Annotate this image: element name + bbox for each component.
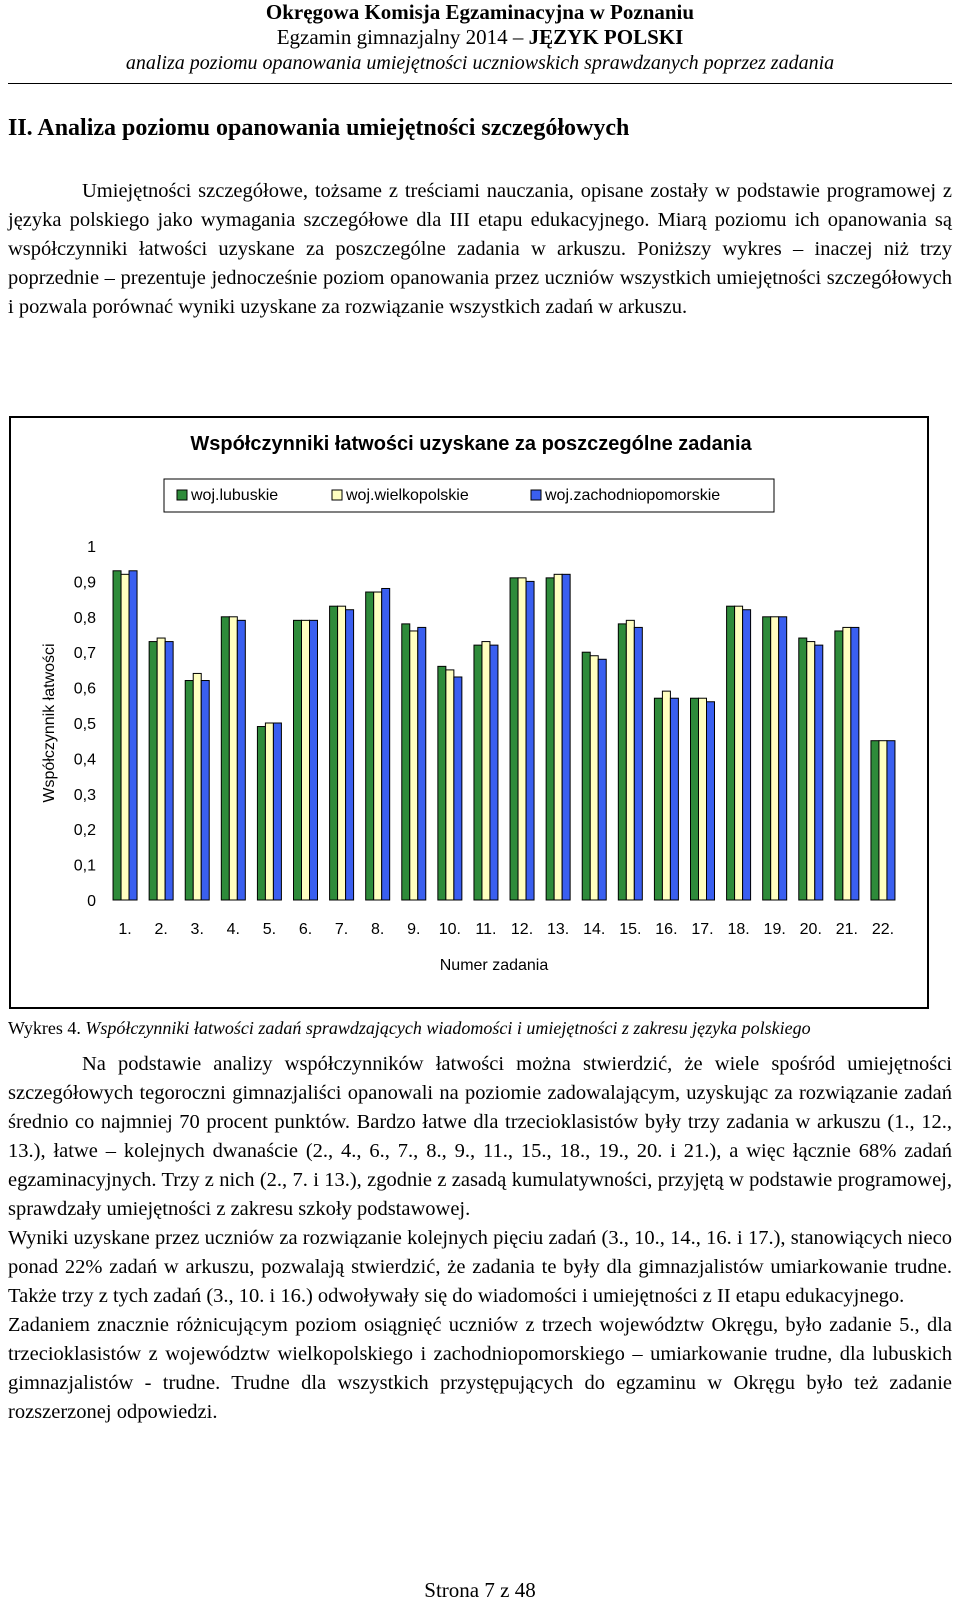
bar bbox=[338, 606, 346, 900]
bar bbox=[887, 741, 895, 900]
bar bbox=[727, 606, 735, 900]
bar bbox=[165, 642, 173, 900]
intro-text: Umiejętności szczegółowe, tożsame z treściami nauczania, opisane zostały w podstawie programowej z języka polskiego jako wymagania szczegółowe dla III etapu edukacyjnego. Miarą poziomu ich opanowania są współczynniki łatwości uzyskane za poszczególne zadania w arkuszu. Poniższy wykres – inaczej niż trzy poprzednie – prezentuje jednocześnie poziom opanowania przez uczniów wszystkich umiejętności szczegółowych i pozwala porównać wyniki uzyskane za rozwiązanie wszystkich zadań w arkuszu. bbox=[8, 180, 952, 318]
y-tick-label: 1 bbox=[87, 539, 96, 556]
x-tick-label: 19. bbox=[763, 921, 786, 938]
bar bbox=[763, 617, 771, 900]
bar bbox=[843, 627, 851, 900]
x-tick-label: 11. bbox=[475, 921, 497, 938]
section-title: II. Analiza poziomu opanowania umiejętności szczegółowych bbox=[8, 115, 630, 141]
bar bbox=[438, 666, 446, 900]
bar-chart bbox=[11, 418, 931, 1011]
x-tick-label: 21. bbox=[835, 921, 858, 938]
bar bbox=[221, 617, 229, 900]
bar bbox=[582, 652, 590, 900]
bar bbox=[482, 642, 490, 900]
analysis-paragraph-3: Zadaniem znacznie różnicującym poziom osiągnięć uczniów z trzech województw Okręgu, było zadanie 5., dla trzecioklasistów z województw wielkopolskiego i zachodniopomorskiego – umiarkowanie trudne, dla lubuskich gimnazjalistów - trudne. Trudne dla wszystkich przystępujących do egzaminu w Okręgu było też zadanie rozszerzonej odpowiedzi. bbox=[8, 1314, 952, 1423]
bar bbox=[510, 578, 518, 900]
intro-paragraph bbox=[8, 177, 952, 322]
bar bbox=[590, 656, 598, 900]
x-tick-label: 10. bbox=[438, 921, 461, 938]
x-tick-label: 16. bbox=[655, 921, 678, 938]
header-exam-prefix: Egzamin gimnazjalny 2014 – bbox=[276, 25, 529, 49]
x-tick-label: 13. bbox=[547, 921, 570, 938]
bar bbox=[598, 659, 606, 900]
header-divider bbox=[8, 83, 952, 84]
bar bbox=[257, 727, 265, 900]
bar bbox=[670, 698, 678, 900]
y-tick-label: 0 bbox=[87, 893, 96, 910]
bar bbox=[302, 620, 310, 900]
bar bbox=[526, 581, 534, 900]
bar bbox=[735, 606, 743, 900]
page-header bbox=[0, 0, 960, 76]
x-tick-label: 2. bbox=[154, 921, 168, 938]
bar bbox=[699, 698, 707, 900]
y-tick-label: 0,5 bbox=[73, 716, 96, 733]
bar bbox=[743, 610, 751, 900]
bar bbox=[626, 620, 634, 900]
y-tick-label: 0,2 bbox=[73, 822, 96, 840]
bar bbox=[121, 574, 129, 900]
bar bbox=[366, 592, 374, 900]
legend-label: woj.zachodniopomorskie bbox=[545, 487, 721, 504]
bar bbox=[129, 571, 137, 900]
legend-swatch bbox=[177, 490, 187, 500]
bar bbox=[237, 620, 245, 900]
header-institution: Okręgowa Komisja Egzaminacyjna w Poznaniu bbox=[265, 0, 695, 24]
bar bbox=[346, 610, 354, 900]
header-exam bbox=[0, 25, 960, 50]
bar bbox=[618, 624, 626, 900]
bar bbox=[815, 645, 823, 900]
bar bbox=[201, 681, 209, 900]
header-subtitle: analiza poziomu opanowania umiejętności uczniowskich sprawdzanych poprzez zadania bbox=[125, 52, 835, 74]
y-tick-label: 0,8 bbox=[73, 609, 96, 627]
bar bbox=[310, 620, 318, 900]
bar bbox=[562, 574, 570, 900]
x-tick-label: 22. bbox=[871, 921, 895, 938]
caption-text: Współczynniki łatwości zadań sprawdzających wiadomości i umiejętności z zakresu języka polskiego bbox=[85, 1018, 811, 1038]
x-tick-label: 20. bbox=[799, 921, 822, 938]
bar bbox=[229, 617, 237, 900]
bar bbox=[554, 574, 562, 900]
bar bbox=[330, 606, 338, 900]
x-tick-label: 12. bbox=[510, 921, 534, 938]
bar bbox=[691, 698, 699, 900]
y-tick-label: 0,9 bbox=[73, 574, 96, 592]
x-tick-label: 5. bbox=[262, 921, 277, 938]
caption-prefix: Wykres 4. bbox=[8, 1018, 86, 1038]
x-tick-label: 15. bbox=[619, 921, 642, 938]
bar bbox=[654, 698, 662, 900]
legend-swatch bbox=[531, 490, 541, 500]
bar bbox=[410, 631, 418, 900]
bar bbox=[518, 578, 526, 900]
bar bbox=[374, 592, 382, 900]
bar bbox=[490, 645, 498, 900]
x-tick-label: 8. bbox=[371, 921, 385, 938]
y-axis-label: Współczynnik łatwości bbox=[41, 643, 58, 803]
x-axis-label: Numer zadania bbox=[439, 957, 549, 974]
x-tick-label: 6. bbox=[298, 921, 313, 938]
x-tick-label: 9. bbox=[407, 921, 421, 938]
bar bbox=[402, 624, 410, 900]
bar bbox=[294, 620, 302, 900]
bar bbox=[546, 578, 554, 900]
x-tick-label: 17. bbox=[691, 921, 714, 938]
bar bbox=[474, 645, 482, 900]
page-number: Strona 7 z 48 bbox=[424, 1578, 536, 1602]
y-tick-label: 0,3 bbox=[73, 786, 96, 804]
bar bbox=[446, 670, 454, 900]
bar bbox=[662, 691, 670, 900]
bar bbox=[851, 627, 859, 900]
bar bbox=[871, 741, 879, 900]
bar bbox=[707, 702, 715, 900]
legend-label: woj.wielkopolskie bbox=[346, 487, 469, 504]
bar bbox=[779, 617, 787, 900]
x-tick-label: 18. bbox=[727, 921, 750, 938]
bar bbox=[835, 631, 843, 900]
bar bbox=[771, 617, 779, 900]
bar bbox=[799, 638, 807, 900]
x-tick-label: 3. bbox=[190, 921, 204, 938]
y-tick-label: 0,1 bbox=[73, 857, 96, 875]
bar bbox=[265, 723, 273, 900]
bar bbox=[634, 627, 642, 900]
legend-label: woj.lubuskie bbox=[191, 487, 279, 504]
legend-swatch bbox=[332, 490, 342, 500]
analysis-section bbox=[8, 1050, 952, 1427]
chart-caption bbox=[8, 1018, 811, 1039]
y-tick-label: 0,6 bbox=[73, 680, 96, 698]
analysis-paragraph-1: Na podstawie analizy współczynników łatwości można stwierdzić, że wiele spośród umiejętności szczegółowych tegoroczni gimnazjaliści opanowali na poziomie zadowalającym, uzyskując za rozwiązanie zadań średnio co najmniej 70 procent punktów. Bardzo łatwe dla trzecioklasistów były trzy zadania w arkuszu (1., 12., 13.), łatwe – kolejnych dwanaście (2., 4., 6., 7., 8., 9., 11., 15., 18., 19., 20. i 21.), a więc łącznie 68% zadań egzaminacyjnych. Trzy z nich (2., 7. i 13.), zgodnie z zasadą kumulatywności, przyjętą w podstawie programowej, sprawdzały umiejętności z zakresu szkoły podstawowej. bbox=[8, 1053, 952, 1220]
x-tick-label: 1. bbox=[118, 921, 132, 938]
header-subject: JĘZYK POLSKI bbox=[528, 25, 684, 49]
bar bbox=[157, 638, 165, 900]
y-tick-label: 0,4 bbox=[73, 751, 96, 769]
bar bbox=[418, 627, 426, 900]
chart-title: Współczynniki łatwości uzyskane za poszczególne zadania bbox=[190, 433, 752, 455]
chart-frame bbox=[9, 416, 929, 1009]
x-tick-label: 7. bbox=[334, 921, 349, 938]
bar bbox=[149, 642, 157, 900]
x-tick-label: 4. bbox=[226, 921, 240, 938]
x-tick-label: 14. bbox=[583, 921, 606, 938]
bar bbox=[113, 571, 121, 900]
analysis-paragraph-2: Wyniki uzyskane przez uczniów za rozwiązanie kolejnych pięciu zadań (3., 10., 14., 16. i 17.), stanowiących nieco ponad 22% zadań w arkuszu, pozwalają stwierdzić, że zadania te były dla gimnazjalistów umiarkowanie trudne. Także trzy z tych zadań (3., 10. i 16.) odwoływały się do wiadomości i umiejętności z II etapu edukacyjnego. bbox=[8, 1227, 952, 1307]
bar bbox=[273, 723, 281, 900]
y-tick-label: 0,7 bbox=[73, 645, 96, 663]
bar bbox=[454, 677, 462, 900]
bar bbox=[807, 642, 815, 900]
bar bbox=[185, 681, 193, 900]
bar bbox=[879, 741, 887, 900]
bar bbox=[193, 673, 201, 900]
bar bbox=[382, 588, 390, 900]
